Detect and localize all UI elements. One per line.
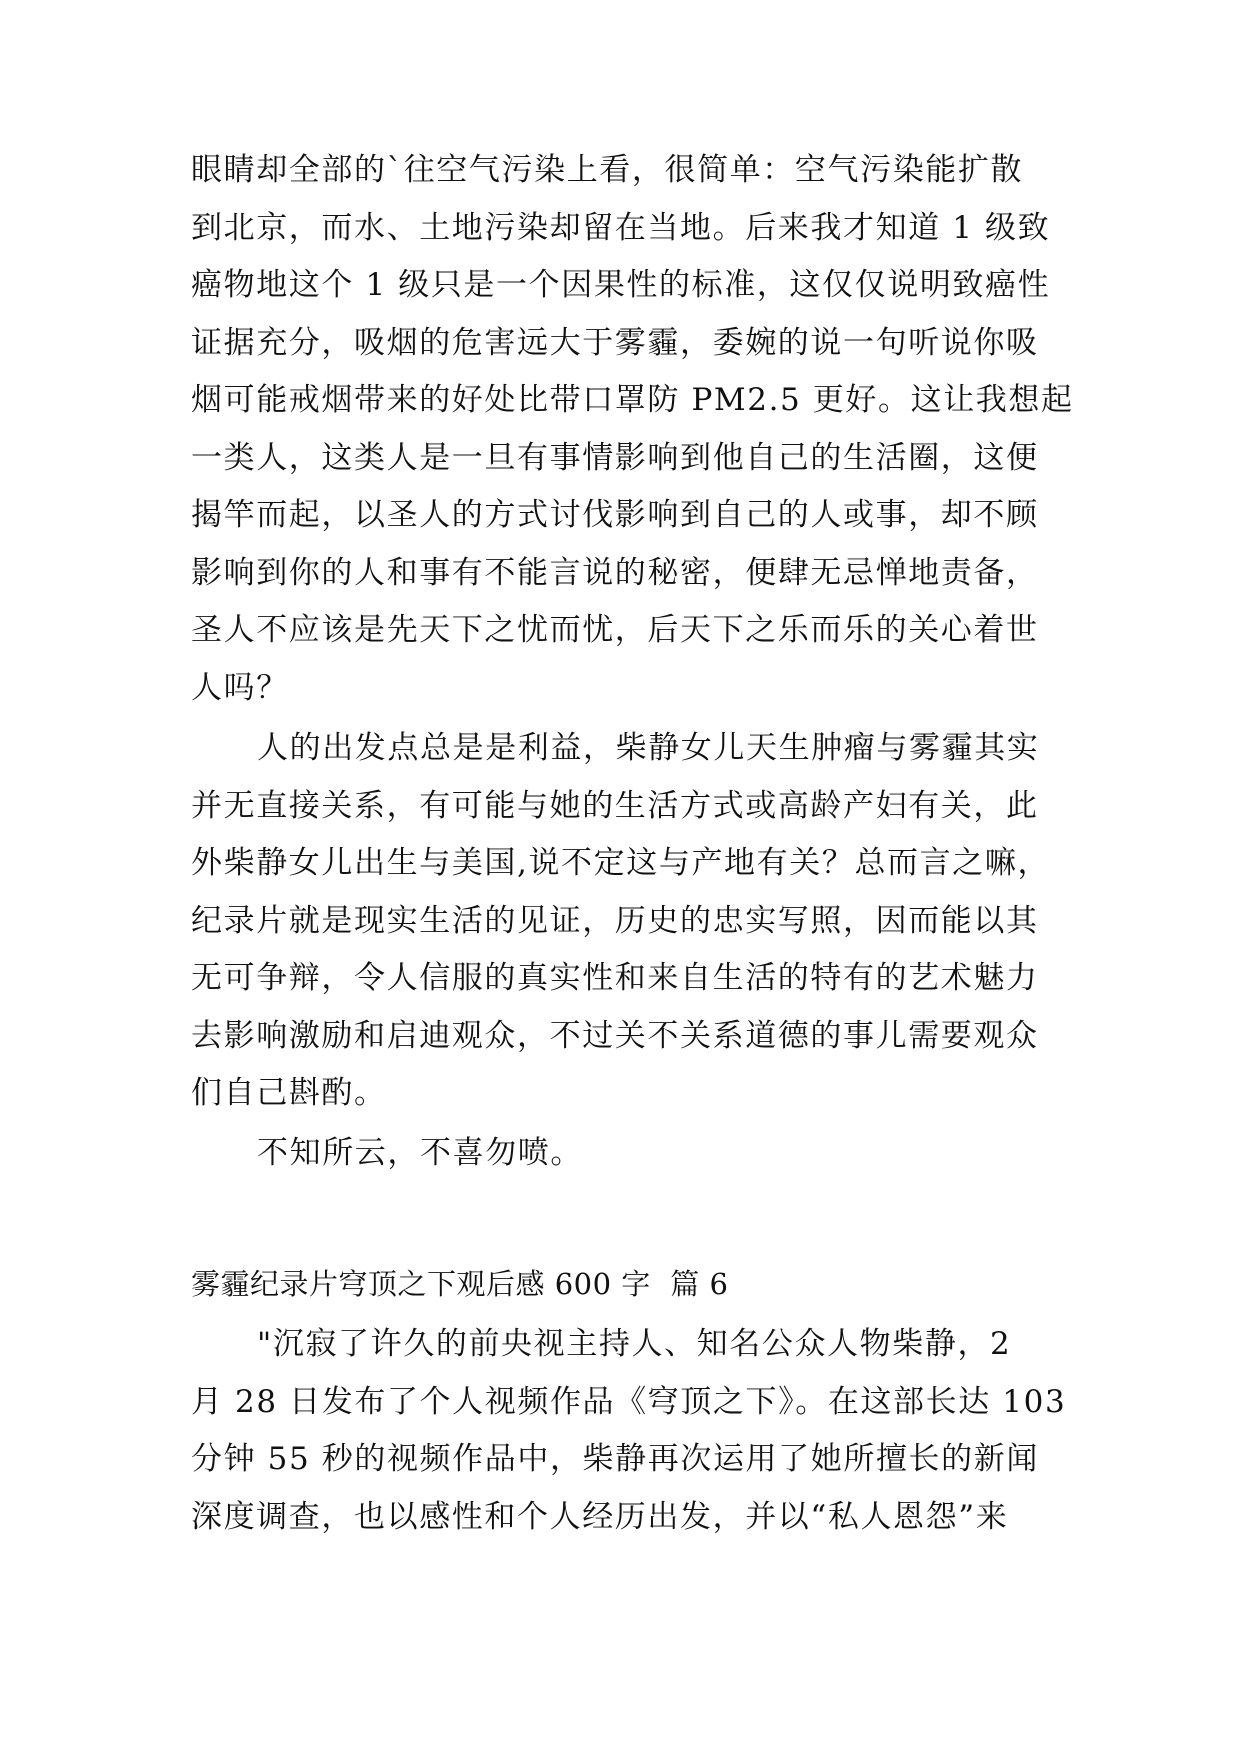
text-line: 深度调查，也以感性和个人经历出发，并以“私人恩怨”来 <box>191 1499 1009 1535</box>
text-line: 一类人，这类人是一旦有事情影响到他自己的生活圈，这便 <box>191 440 1039 476</box>
text-line: 揭竿而起，以圣人的方式讨伐影响到自己的人或事，却不顾 <box>191 497 1039 533</box>
text-line: 圣人不应该是先天下之忧而忧，后天下之乐而乐的关心着世 <box>191 612 1039 648</box>
text-line: 分钟 55 秒的视频作品中，柴静再次运用了她所擅长的新闻 <box>191 1441 1039 1477</box>
text-line: 去影响激励和启迪观众，不过关不关系道德的事儿需要观众 <box>191 1018 1039 1054</box>
text-line: 并无直接关系，有可能与她的生活方式或高龄产妇有关，此 <box>191 788 1039 824</box>
text-line: 影响到你的人和事有不能言说的秘密，便肆无忌惮地责备， <box>191 555 1039 591</box>
text-line: 到北京，而水、土地污染却留在当地。后来我才知道 1 级致 <box>191 210 1051 246</box>
text-line: 无可争辩，令人信服的真实性和来自生活的特有的艺术魅力 <box>191 960 1039 996</box>
text-line: 人的出发点总是是利益，柴静女儿天生肿瘤与雾霾其实 <box>257 730 1040 766</box>
text-line: 眼睛却全部的`往空气污染上看，很简单：空气污染能扩散 <box>191 152 1024 188</box>
section-heading: 雾霾纪录片穹顶之下观后感 600 字 篇 6 <box>191 1267 729 1301</box>
text-line: 证据充分，吸烟的危害远大于雾霾，委婉的说一句听说你吸 <box>191 325 1039 361</box>
text-line: "沉寂了许久的前央视主持人、知名公众人物柴静，2 <box>257 1326 1012 1362</box>
text-line: 月 28 日发布了个人视频作品《穹顶之下》。在这部长达 103 <box>191 1384 1067 1420</box>
text-line: 纪录片就是现实生活的见证，历史的忠实写照，因而能以其 <box>191 903 1039 939</box>
text-line: 人吗？ <box>191 670 289 706</box>
text-line: 烟可能戒烟带来的好处比带口罩防 PM2.5 更好。这让我想起 <box>191 382 1074 418</box>
text-line: 癌物地这个 1 级只是一个因果性的标准，这仅仅说明致癌性 <box>191 267 1051 303</box>
paragraph-3: 不知所云，不喜勿喷。 <box>257 1135 583 1171</box>
text-line: 们自己斟酌。 <box>191 1075 387 1111</box>
text-line: 外柴静女儿出生与美国,说不定这与产地有关？总而言之嘛， <box>191 845 1051 881</box>
